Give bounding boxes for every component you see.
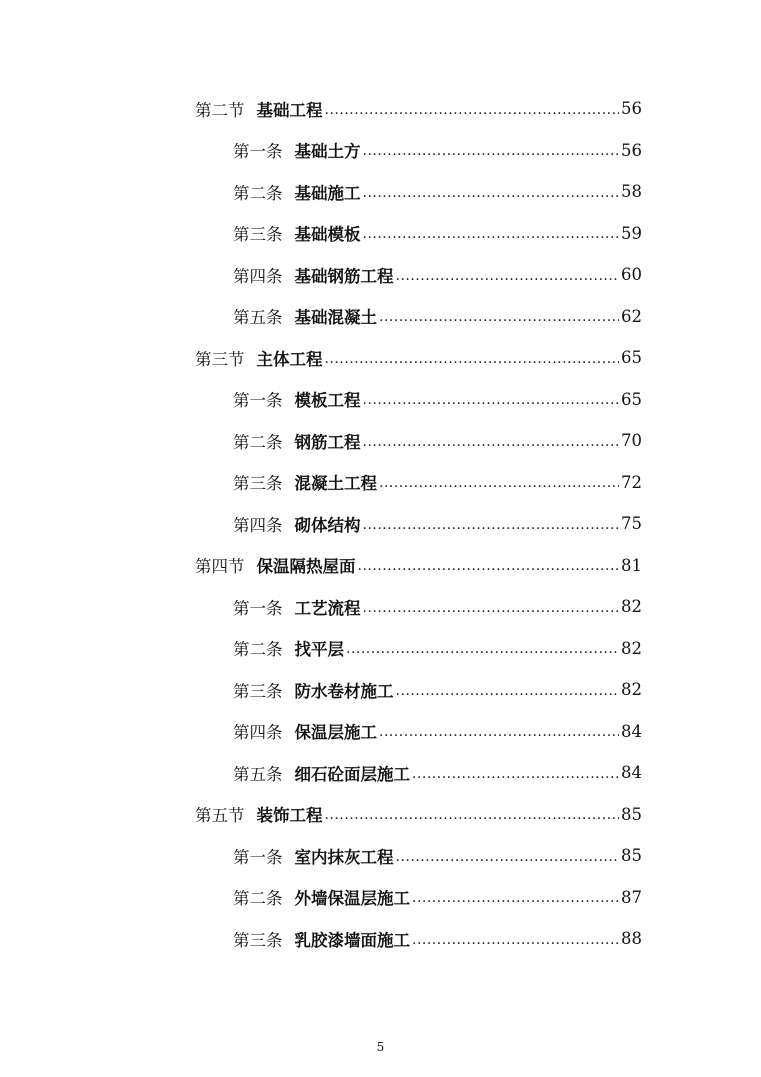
toc-entry-title: 找平层 xyxy=(294,640,344,660)
toc-entry-title: 细石砼面层施工 xyxy=(294,764,410,784)
dot-leader xyxy=(363,517,620,545)
toc-entry-label: 第一条 xyxy=(233,391,283,411)
toc-entry-page: 59 xyxy=(621,223,642,243)
dot-leader xyxy=(363,434,620,462)
dot-leader xyxy=(325,351,620,379)
toc-entry-title: 主体工程 xyxy=(256,349,323,369)
toc-entry[interactable] xyxy=(0,835,761,877)
toc-entry[interactable] xyxy=(0,462,761,504)
toc-entry-page: 88 xyxy=(621,929,642,949)
toc-entry[interactable] xyxy=(0,296,761,338)
dot-leader xyxy=(325,807,620,835)
dot-leader xyxy=(358,558,620,586)
toc-entry-label: 第二条 xyxy=(233,640,283,660)
toc-entry[interactable] xyxy=(0,171,761,213)
dot-leader xyxy=(396,683,620,711)
dot-leader xyxy=(346,641,619,669)
toc-entry-title: 乳胶漆墙面施工 xyxy=(294,930,410,950)
toc-entry-page: 82 xyxy=(621,597,642,617)
toc-entry-label: 第五条 xyxy=(233,764,283,784)
toc-entry-page: 58 xyxy=(621,182,642,202)
toc-entry-title: 基础工程 xyxy=(256,100,323,120)
toc-entry-label: 第一条 xyxy=(233,598,283,618)
toc-entry-title: 外墙保温层施工 xyxy=(294,889,410,909)
toc-entry[interactable] xyxy=(0,877,761,919)
toc-entry-page: 65 xyxy=(621,348,642,368)
toc-entry-title: 钢筋工程 xyxy=(294,432,361,452)
dot-leader xyxy=(379,475,619,503)
toc-entry-label: 第二条 xyxy=(233,889,283,909)
dot-leader xyxy=(396,849,620,877)
toc-entry[interactable] xyxy=(0,586,761,628)
dot-leader xyxy=(325,102,620,130)
toc-entry-page: 75 xyxy=(621,514,642,534)
toc-entry-label: 第三条 xyxy=(233,474,283,494)
dot-leader xyxy=(363,143,620,171)
toc-entry-title: 基础钢筋工程 xyxy=(294,266,394,286)
toc-entry-page: 72 xyxy=(621,472,642,492)
toc-entry-label: 第三条 xyxy=(233,225,283,245)
toc-entry[interactable] xyxy=(0,503,761,545)
toc-entry-title: 保温隔热屋面 xyxy=(256,557,356,577)
toc-entry[interactable] xyxy=(0,711,761,753)
toc-entry-title: 工艺流程 xyxy=(294,598,361,618)
dot-leader xyxy=(412,932,619,960)
toc-entry-title: 装饰工程 xyxy=(256,806,323,826)
toc-entry-label: 第三节 xyxy=(195,349,245,369)
toc-entry-label: 第四条 xyxy=(233,266,283,286)
toc-entry[interactable] xyxy=(0,254,761,296)
dot-leader xyxy=(363,185,620,213)
toc-entry-label: 第五节 xyxy=(195,806,245,826)
dot-leader xyxy=(379,724,619,752)
toc-entry-title: 防水卷材施工 xyxy=(294,681,394,701)
toc-entry-page: 70 xyxy=(621,431,642,451)
toc-entry-label: 第二条 xyxy=(233,432,283,452)
toc-entry-page: 85 xyxy=(621,846,642,866)
toc-entry-page: 85 xyxy=(621,804,642,824)
toc-entry-page: 62 xyxy=(621,306,642,326)
toc-entry[interactable] xyxy=(0,337,761,379)
toc-entry-page: 60 xyxy=(621,265,642,285)
dot-leader xyxy=(396,268,620,296)
toc-entry-page: 82 xyxy=(621,680,642,700)
dot-leader xyxy=(363,392,620,420)
toc-entry-page: 81 xyxy=(621,555,642,575)
toc-entry[interactable] xyxy=(0,918,761,960)
toc-entry-title: 基础土方 xyxy=(294,142,361,162)
toc-entry-label: 第三条 xyxy=(233,681,283,701)
toc-entry[interactable] xyxy=(0,213,761,255)
toc-entry[interactable] xyxy=(0,545,761,587)
toc-entry-label: 第二条 xyxy=(233,183,283,203)
dot-leader xyxy=(412,766,619,794)
table-of-contents xyxy=(0,88,761,960)
toc-entry-title: 室内抹灰工程 xyxy=(294,847,394,867)
toc-entry-title: 保温层施工 xyxy=(294,723,377,743)
toc-entry[interactable] xyxy=(0,379,761,421)
toc-entry-label: 第二节 xyxy=(195,100,245,120)
page-number: 5 xyxy=(376,1040,385,1054)
toc-entry-page: 84 xyxy=(621,721,642,741)
toc-entry[interactable] xyxy=(0,628,761,670)
toc-entry-title: 砌体结构 xyxy=(294,515,361,535)
toc-entry[interactable] xyxy=(0,794,761,836)
dot-leader xyxy=(379,309,619,337)
dot-leader xyxy=(363,226,620,254)
toc-entry-label: 第三条 xyxy=(233,930,283,950)
toc-entry[interactable] xyxy=(0,669,761,711)
dot-leader xyxy=(363,600,620,628)
toc-entry-page: 87 xyxy=(621,887,642,907)
toc-entry-title: 基础模板 xyxy=(294,225,361,245)
toc-entry[interactable] xyxy=(0,88,761,130)
toc-entry-label: 第四条 xyxy=(233,515,283,535)
toc-entry-title: 混凝土工程 xyxy=(294,474,377,494)
toc-entry-page: 65 xyxy=(621,389,642,409)
toc-entry-label: 第一条 xyxy=(233,142,283,162)
toc-entry-title: 基础施工 xyxy=(294,183,361,203)
dot-leader xyxy=(412,890,619,918)
toc-entry-page: 56 xyxy=(621,140,642,160)
toc-entry-label: 第五条 xyxy=(233,308,283,328)
toc-entry-title: 模板工程 xyxy=(294,391,361,411)
toc-entry[interactable] xyxy=(0,420,761,462)
toc-entry-label: 第四条 xyxy=(233,723,283,743)
toc-entry[interactable] xyxy=(0,130,761,172)
toc-entry-page: 84 xyxy=(621,763,642,783)
toc-entry-label: 第四节 xyxy=(195,557,245,577)
toc-entry-page: 82 xyxy=(621,638,642,658)
toc-entry-page: 56 xyxy=(621,99,642,119)
toc-entry[interactable] xyxy=(0,752,761,794)
toc-entry-label: 第一条 xyxy=(233,847,283,867)
toc-entry-title: 基础混凝土 xyxy=(294,308,377,328)
